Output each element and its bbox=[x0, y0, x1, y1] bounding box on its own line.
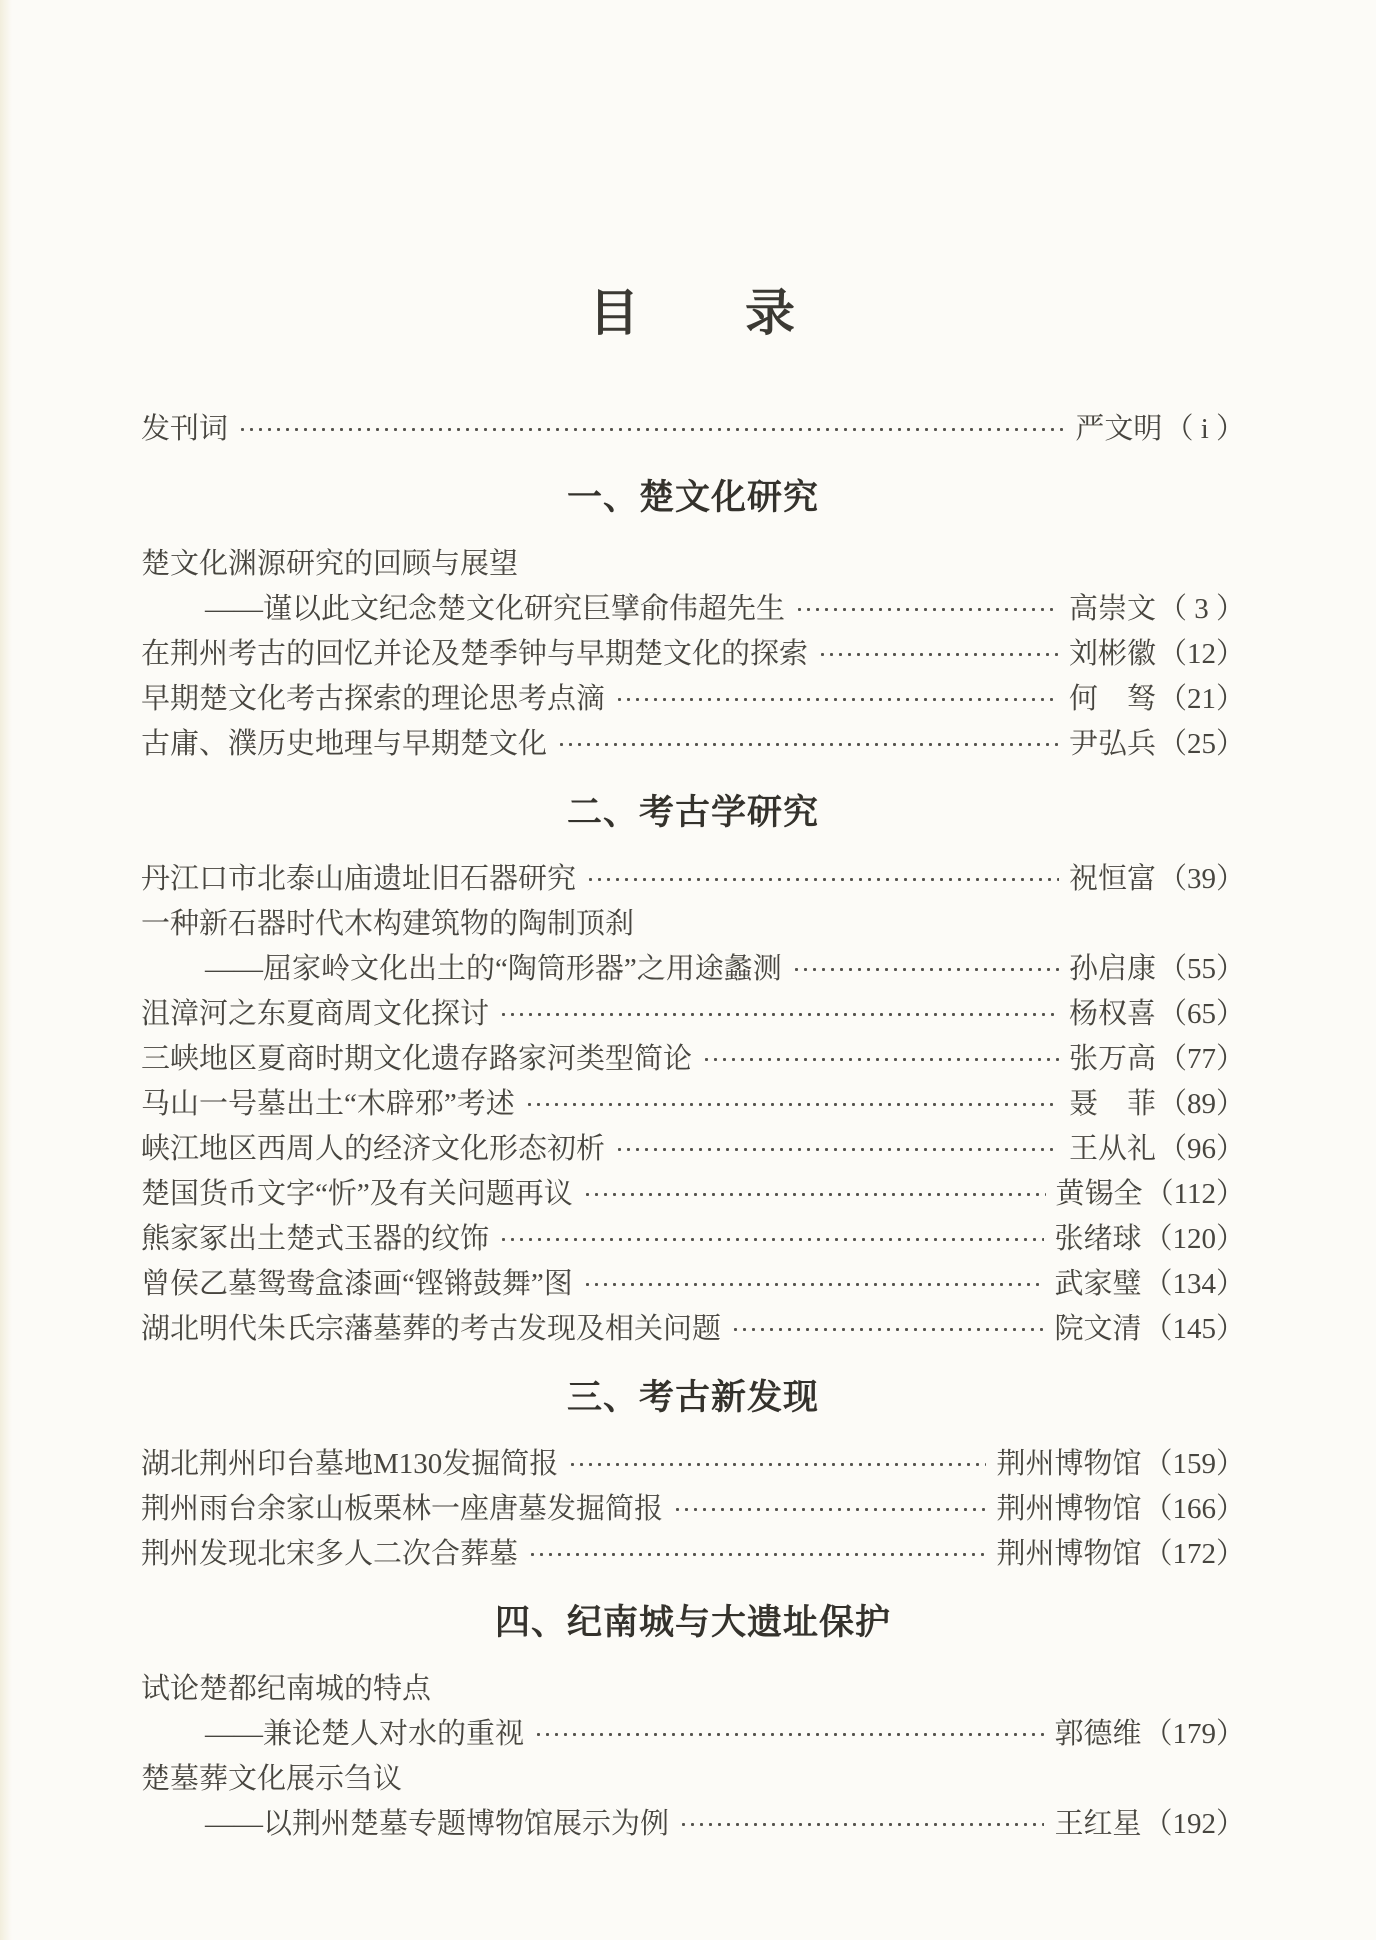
dot-leader bbox=[236, 407, 1065, 452]
page-number: （192） bbox=[1143, 1808, 1245, 1840]
dot-leader bbox=[555, 722, 1059, 767]
toc-row bbox=[141, 1712, 1245, 1757]
page-number: （21） bbox=[1157, 683, 1245, 715]
dot-leader bbox=[816, 632, 1059, 677]
dot-leader bbox=[671, 1487, 986, 1532]
entry-title: 马山一号墓出土“木辟邪”考述 bbox=[141, 1088, 515, 1120]
scan-edge-artifact bbox=[0, 0, 12, 1940]
page-number: （55） bbox=[1157, 953, 1245, 985]
toc-row bbox=[141, 632, 1245, 677]
toc-row bbox=[141, 1127, 1245, 1172]
section-heading: 一、楚文化研究 bbox=[566, 478, 819, 517]
author-page bbox=[1069, 947, 1245, 992]
toc-list bbox=[141, 407, 1245, 1847]
author-page bbox=[1069, 857, 1245, 902]
dot-leader bbox=[793, 587, 1059, 632]
page-number: （159） bbox=[1143, 1448, 1245, 1480]
page-number: （39） bbox=[1157, 863, 1245, 895]
entry-title: 试论楚都纪南城的特点 bbox=[141, 1673, 432, 1705]
entry-title: ——以荆州楚墓专题博物馆展示为例 bbox=[205, 1808, 670, 1840]
page-number: （145） bbox=[1143, 1313, 1245, 1345]
dot-leader bbox=[526, 1532, 986, 1577]
page-number: （172） bbox=[1143, 1538, 1245, 1570]
author-page bbox=[1056, 1172, 1245, 1217]
entry-title: 曾侯乙墓鸳鸯盒漆画“铿锵鼓舞”图 bbox=[141, 1268, 573, 1300]
author-name: 祝恒富 bbox=[1068, 863, 1156, 895]
page-title: 目 录 bbox=[589, 285, 797, 341]
toc-row bbox=[141, 857, 1245, 902]
dot-leader bbox=[523, 1082, 1059, 1127]
entry-title: 熊家冢出土楚式玉器的纹饰 bbox=[141, 1223, 490, 1255]
entry-title: 荆州发现北宋多人二次合葬墓 bbox=[141, 1538, 519, 1570]
toc-row bbox=[141, 722, 1245, 767]
entry-title: 三峡地区夏商时期文化遗存路家河类型简论 bbox=[141, 1043, 693, 1075]
author-name: 聂 菲 bbox=[1068, 1088, 1156, 1120]
author-name: 荆州博物馆 bbox=[996, 1538, 1142, 1570]
page-number: （134） bbox=[1143, 1268, 1245, 1300]
author-page bbox=[1069, 992, 1245, 1037]
page-number: （120） bbox=[1143, 1223, 1245, 1255]
author-name: 张万高 bbox=[1068, 1043, 1156, 1075]
toc-row bbox=[141, 1262, 1245, 1307]
author-page bbox=[1075, 407, 1245, 452]
author-page bbox=[1054, 1307, 1245, 1352]
author-page bbox=[996, 1487, 1245, 1532]
author-name: 杨权喜 bbox=[1068, 998, 1156, 1030]
dot-leader bbox=[566, 1442, 986, 1487]
toc-row bbox=[141, 947, 1245, 992]
toc-row bbox=[141, 1802, 1245, 1847]
toc-row bbox=[141, 677, 1245, 722]
toc-row bbox=[141, 1487, 1245, 1532]
toc-row bbox=[141, 1037, 1245, 1082]
page-number: （179） bbox=[1143, 1718, 1245, 1750]
entry-title: 楚文化渊源研究的回顾与展望 bbox=[141, 548, 519, 580]
page-number: （12） bbox=[1157, 638, 1245, 670]
author-page bbox=[1054, 1262, 1245, 1307]
entry-title: 峡江地区西周人的经济文化形态初析 bbox=[141, 1133, 606, 1165]
author-name: 张绪球 bbox=[1054, 1223, 1142, 1255]
author-name: 尹弘兵 bbox=[1068, 728, 1156, 760]
entry-title: 在荆州考古的回忆并论及楚季钟与早期楚文化的探索 bbox=[141, 638, 809, 670]
section-heading: 三、考古新发现 bbox=[566, 1378, 819, 1417]
author-name: 孙启康 bbox=[1068, 953, 1156, 985]
entry-title: 楚国货币文字“忻”及有关问题再议 bbox=[141, 1178, 573, 1210]
toc-row bbox=[141, 1442, 1245, 1487]
page-number: （166） bbox=[1143, 1493, 1245, 1525]
entry-title: 丹江口市北泰山庙遗址旧石器研究 bbox=[141, 863, 577, 895]
toc-row bbox=[141, 407, 1245, 452]
author-name: 刘彬徽 bbox=[1068, 638, 1156, 670]
dot-leader bbox=[581, 1172, 1046, 1217]
toc-row bbox=[141, 1532, 1245, 1577]
dot-leader bbox=[497, 1217, 1044, 1262]
author-name: 高崇文 bbox=[1068, 593, 1156, 625]
dot-leader bbox=[613, 1127, 1059, 1172]
dot-leader bbox=[677, 1802, 1044, 1847]
dot-leader bbox=[584, 857, 1059, 902]
entry-title: 一种新石器时代木构建筑物的陶制顶刹 bbox=[141, 908, 635, 940]
toc-row bbox=[141, 1172, 1245, 1217]
author-page bbox=[1069, 1127, 1245, 1172]
author-page bbox=[996, 1532, 1245, 1577]
author-name: 何 驽 bbox=[1068, 683, 1156, 715]
toc-row bbox=[141, 992, 1245, 1037]
page-number: （89） bbox=[1157, 1088, 1245, 1120]
author-name: 荆州博物馆 bbox=[996, 1493, 1142, 1525]
author-name: 武家璧 bbox=[1054, 1268, 1142, 1300]
page-number: （77） bbox=[1157, 1043, 1245, 1075]
author-name: 院文清 bbox=[1054, 1313, 1142, 1345]
toc-row bbox=[141, 1757, 1245, 1802]
page-number: （96） bbox=[1157, 1133, 1245, 1165]
author-page bbox=[1069, 587, 1245, 632]
entry-title: ——屈家岭文化出土的“陶筒形器”之用途蠡测 bbox=[205, 953, 782, 985]
dot-leader bbox=[729, 1307, 1044, 1352]
author-name: 郭德维 bbox=[1054, 1718, 1142, 1750]
toc-row bbox=[141, 1307, 1245, 1352]
author-page bbox=[1054, 1802, 1245, 1847]
author-name: 黄锡全 bbox=[1055, 1178, 1143, 1210]
toc-row bbox=[141, 902, 1245, 947]
section-heading: 二、考古学研究 bbox=[566, 793, 819, 832]
toc-row bbox=[141, 1217, 1245, 1262]
author-name: 严文明 bbox=[1075, 413, 1163, 445]
entry-title: 发刊词 bbox=[141, 413, 229, 445]
section-heading: 四、纪南城与大遗址保护 bbox=[494, 1603, 891, 1642]
author-page bbox=[1069, 1082, 1245, 1127]
author-page bbox=[996, 1442, 1245, 1487]
entry-title: ——兼论楚人对水的重视 bbox=[205, 1718, 525, 1750]
entry-title: 楚墓葬文化展示刍议 bbox=[141, 1763, 403, 1795]
entry-title: ——谨以此文纪念楚文化研究巨擘俞伟超先生 bbox=[205, 593, 786, 625]
author-page bbox=[1069, 1037, 1245, 1082]
entry-title: 早期楚文化考古探索的理论思考点滴 bbox=[141, 683, 606, 715]
dot-leader bbox=[790, 947, 1059, 992]
toc-row bbox=[141, 587, 1245, 632]
page-number: （112） bbox=[1144, 1178, 1245, 1210]
entry-title: 湖北荆州印台墓地M130发掘简报 bbox=[141, 1448, 559, 1480]
dot-leader bbox=[532, 1712, 1044, 1757]
author-page bbox=[1069, 677, 1245, 722]
entry-title: 沮漳河之东夏商周文化探讨 bbox=[141, 998, 490, 1030]
toc-row bbox=[141, 1667, 1245, 1712]
dot-leader bbox=[497, 992, 1059, 1037]
toc-row bbox=[141, 1082, 1245, 1127]
author-page bbox=[1069, 722, 1245, 767]
toc-row bbox=[141, 542, 1245, 587]
page-number: （ i ） bbox=[1164, 413, 1245, 445]
author-name: 王从礼 bbox=[1068, 1133, 1156, 1165]
entry-title: 湖北明代朱氏宗藩墓葬的考古发现及相关问题 bbox=[141, 1313, 722, 1345]
author-page bbox=[1054, 1712, 1245, 1757]
entry-title: 荆州雨台余家山板栗林一座唐墓发掘简报 bbox=[141, 1493, 664, 1525]
dot-leader bbox=[613, 677, 1059, 722]
entry-title: 古庸、濮历史地理与早期楚文化 bbox=[141, 728, 548, 760]
dot-leader bbox=[700, 1037, 1059, 1082]
author-name: 王红星 bbox=[1054, 1808, 1142, 1840]
author-name: 荆州博物馆 bbox=[996, 1448, 1142, 1480]
dot-leader bbox=[581, 1262, 1045, 1307]
page-number: （65） bbox=[1157, 998, 1245, 1030]
page-number: （25） bbox=[1157, 728, 1245, 760]
page-number: （ 3 ） bbox=[1157, 593, 1245, 625]
author-page bbox=[1054, 1217, 1245, 1262]
author-page bbox=[1069, 632, 1245, 677]
